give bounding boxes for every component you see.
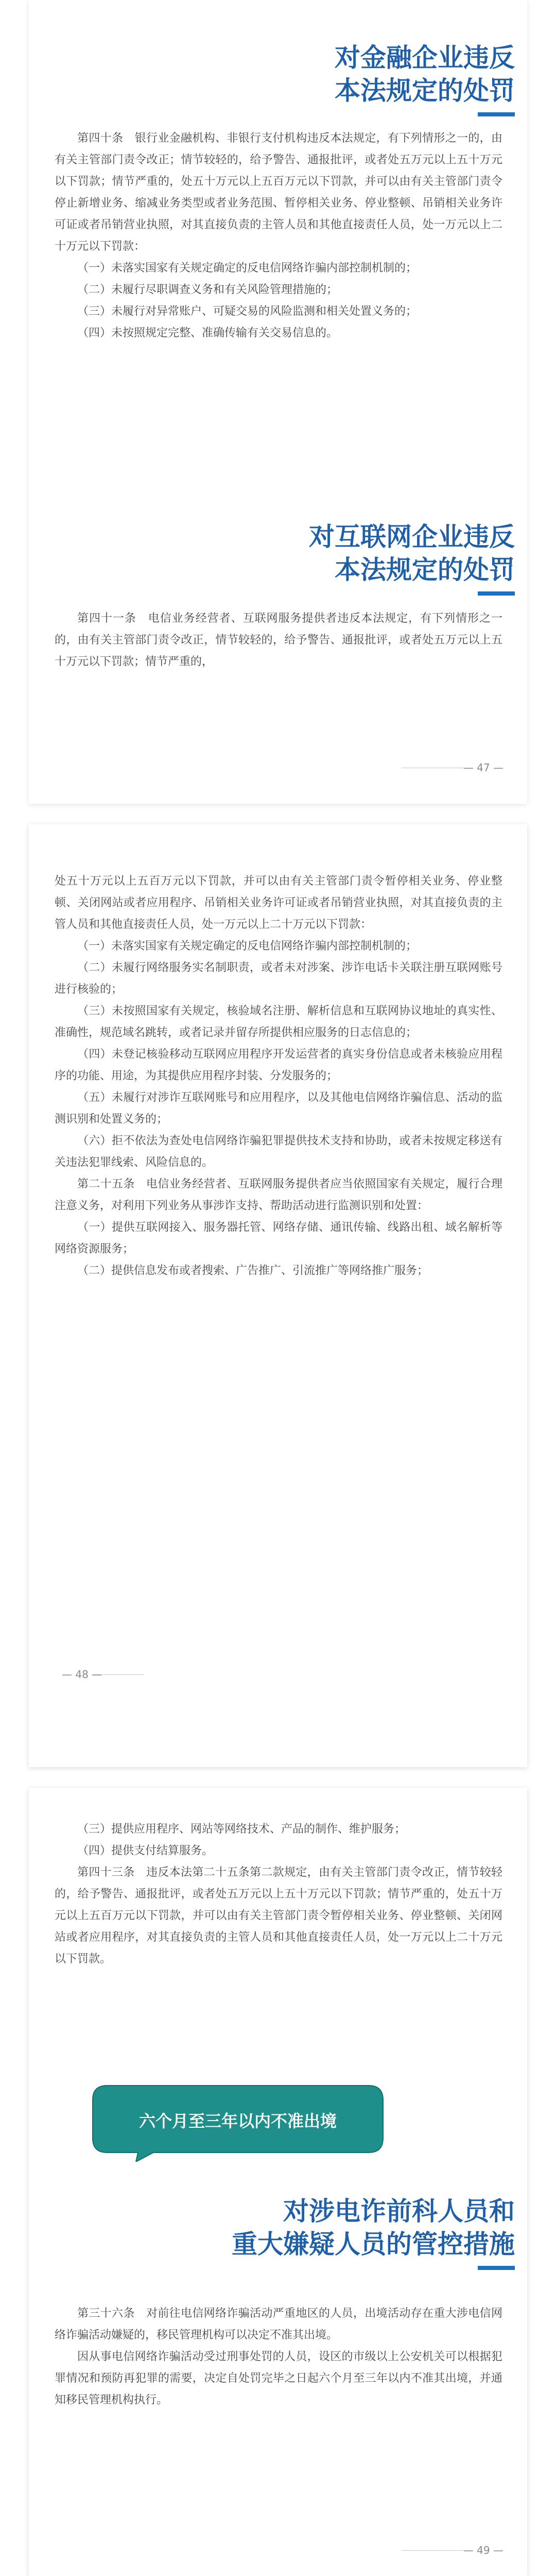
- highlight-banner: [86, 2081, 387, 2162]
- section-title-line: 对互联网企业违反: [309, 522, 515, 552]
- page-divider: [402, 2550, 463, 2551]
- paragraph: 第四十条 银行业金融机构、非银行支付机构违反本法规定，有下列情形之一的，由有关主管部门责令改正；情节较轻的，给予警告、通报批评，或者处五万元以上五十万元以下罚款；情节严重的，处五十万元以上五百万元以下罚款，并可以由有关主管部门责令停止新增业务、缩减业务类型或者业务范围、暂停相关业务、停业整顿、吊销相关业务许可证或者吊销营业执照，对其直接负责的主管人员和其他直接责任人员，处一万元以上二十万元以下罚款：: [55, 132, 502, 253]
- title-underline: [478, 2266, 515, 2270]
- section-title-line: 本法规定的处罚: [335, 555, 515, 585]
- paragraph: （三）未履行对异常账户、可疑交易的风险监测和相关处置义务的；: [77, 305, 418, 318]
- paragraph: （二）提供信息发布或者搜索、广告推广、引流推广等网络推广服务；: [77, 1264, 429, 1277]
- paragraph: （四）未登记核验移动互联网应用程序开发运营者的真实身份信息或者未核验应用程序的功能、用途，为其提供应用程序封装、分发服务的；: [55, 1048, 502, 1082]
- paragraph: 第四十三条 违反本法第二十五条第二款规定，由有关主管部门责令改正，情节较轻的，给予警告、通报批评，或者处五万元以上五十万元以下罚款；情节严重的，处五十万元以上五百万元以下罚款，并可以由有关主管部门责令暂停相关业务、停业整顿、关闭网站或者应用程序，对其直接负责的主管人员和其他直接责任人员，处一万元以上二十万元以下罚款。: [55, 1866, 502, 1965]
- section-title-line: 对涉电诈前科人员和: [283, 2196, 515, 2226]
- paragraph: （一）未落实国家有关规定确定的反电信网络诈骗内部控制机制的；: [77, 262, 418, 275]
- paragraph: 第四十一条 电信业务经营者、互联网服务提供者违反本法规定，有下列情形之一的，由有关主管部门责令改正，情节较轻的，给予警告、通报批评，或者处五万元以上五十万元以下罚款；情节严重的，: [55, 612, 502, 668]
- page-number: — 47 —: [463, 761, 503, 774]
- paragraph: 第二十五条 电信业务经营者、互联网服务提供者应当依照国家有关规定，履行合理注意义务，对利用下列业务从事涉诈支持、帮助活动进行监测识别和处置：: [55, 1178, 502, 1212]
- article-text: [55, 128, 502, 344]
- section-title: [309, 520, 515, 586]
- section-title: [232, 2195, 515, 2261]
- paragraph: 第三十六条 对前往电信网络诈骗活动严重地区的人员，出境活动存在重大涉电信网络诈骗活动嫌疑的，移民管理机构可以决定不准其出境。: [55, 2307, 502, 2342]
- page-number: — 48 —: [62, 1668, 102, 1681]
- article-text: [55, 1819, 502, 1970]
- paragraph: （四）提供支付结算服务。: [77, 1844, 214, 1857]
- section-title-line: 本法规定的处罚: [335, 76, 515, 106]
- section-title-line: 重大嫌疑人员的管控措施: [232, 2229, 515, 2259]
- article-text: [55, 2303, 502, 2411]
- paragraph: （四）未按照规定完整、准确传输有关交易信息的。: [77, 327, 338, 340]
- paragraph: （一）提供互联网接入、服务器托管、网络存储、通讯传输、线路出租、域名解析等网络资源服务；: [55, 1221, 502, 1256]
- paragraph: （二）未履行网络服务实名制职责，或者未对涉案、涉诈电话卡关联注册互联网账号进行核验的；: [55, 961, 502, 996]
- paragraph: （二）未履行尽职调查义务和有关风险管理措施的；: [77, 283, 338, 296]
- paragraph: （五）未履行对涉诈互联网账号和应用程序，以及其他电信网络诈骗信息、活动的监测识别和处置义务的；: [55, 1091, 502, 1126]
- article-text: [55, 608, 502, 673]
- banner-text: 六个月至三年以内不准出境: [138, 2111, 337, 2131]
- paragraph: （三）提供应用程序、网站等网络技术、产品的制作、维护服务；: [77, 1823, 406, 1836]
- paragraph: （三）未按照国家有关规定，核验域名注册、解析信息和互联网协议地址的真实性、准确性，规范域名跳转，或者记录并留存所提供相应服务的日志信息的；: [55, 1005, 502, 1039]
- paragraph: （一）未落实国家有关规定确定的反电信网络诈骗内部控制机制的；: [77, 940, 418, 953]
- section-title: [335, 41, 515, 107]
- document-page: [29, 0, 527, 804]
- paragraph: 处五十万元以上五百万元以下罚款，并可以由有关主管部门责令暂停相关业务、停业整顿、关闭网站或者应用程序、吊销相关业务许可证或者吊销营业执照，对其直接负责的主管人员和其他直接责任人员，处一万元以上二十万元以下罚款：: [55, 875, 502, 931]
- title-underline: [478, 112, 515, 116]
- section-title-line: 对金融企业违反: [335, 43, 515, 73]
- paragraph: 因从事电信网络诈骗活动受过刑事处罚的人员，设区的市级以上公安机关可以根据犯罪情况和预防再犯罪的需要，决定自处罚完毕之日起六个月至三年以内不准其出境，并通知移民管理机构执行。: [55, 2350, 502, 2406]
- page-number: — 49 —: [463, 2544, 503, 2556]
- title-underline: [478, 591, 515, 596]
- paragraph: （六）拒不依法为查处电信网络诈骗犯罪提供技术支持和协助，或者未按规定移送有关违法犯罪线索、风险信息的。: [55, 1134, 502, 1169]
- article-text: [55, 871, 502, 1282]
